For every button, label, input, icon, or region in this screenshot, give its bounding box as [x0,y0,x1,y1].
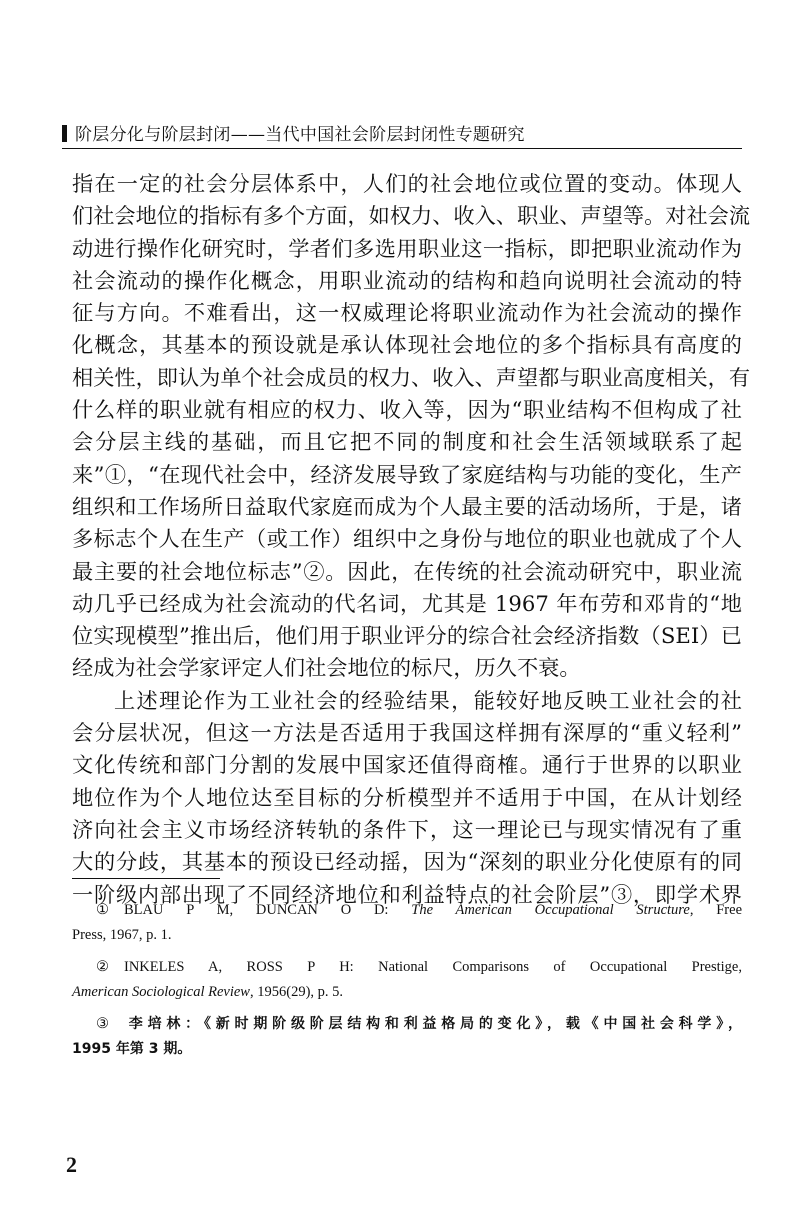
text-line: 济向社会主义市场经济转轨的条件下，这一理论已与现实情况有了重 [72,816,742,842]
text-line: 大的分歧，其基本的预设已经动摇，因为“深刻的职业分化使原有的同 [72,849,742,875]
text-line: 动几乎已经成为社会流动的代名词，尤其是 1967 年布劳和邓肯的“地 [72,590,742,616]
text-line: 位实现模型”推出后，他们用于职业评分的综合社会经济指数（SEI）已 [72,623,742,649]
book-title: 阶层分化与阶层封闭——当代中国社会阶层封闭性专题研究 [75,125,525,145]
text-line: 相关性，即认为单个社会成员的权力、收入、声望都与职业高度相关，有 [72,364,751,390]
footnote-separator [72,878,220,879]
body-text [72,168,751,911]
footnote-citation: , 1956(29), p. 5. [249,984,344,1000]
text-line-paragraph-end: 经成为社会学家评定人们社会地位的标尺，历久不衰。 [72,655,581,681]
footnotes [72,898,742,1069]
footnote-title: The American Occupational Structure [411,902,690,918]
text-line: 会分层主线的基础，而且它把不同的制度和社会生活领域联系了起 [72,429,742,455]
footnote-number: ① [96,902,109,918]
footnote-author-title: INKELES A, ROSS P H: National Comparisons of Occupational Prestige, [124,959,742,975]
page-number: 2 [66,1152,77,1177]
footnote-author: BLAU P M, DUNCAN O D: [124,902,412,918]
text-line: 会分层状况，但这一方法是否适用于我国这样拥有深厚的“重义轻利” [72,720,742,746]
text-line: 指在一定的社会分层体系中，人们的社会地位或位置的变动。体现人 [72,171,742,196]
text-line: 征与方向。不难看出，这一权威理论将职业流动作为社会流动的操作 [72,300,742,326]
footnote-continuation: Press, 1967, p. 1. [72,927,172,943]
text-line: 什么样的职业就有相应的权力、收入等，因为“职业结构不但构成了社 [72,397,742,423]
footnote-journal: American Sociological Review [72,984,250,1000]
running-header [62,116,742,149]
footnote-source: 李培林：《新时期阶级阶层结构和利益格局的变化》，载《中国社会科学》， [124,1016,742,1032]
text-line: 地位作为个人地位达至目标的分析模型并不适用于中国，在从计划经 [72,784,742,810]
text-line: 化概念，其基本的预设就是承认体现社会地位的多个指标具有高度的 [72,332,742,358]
footnote-number: ② [96,959,109,975]
text-line: 动进行操作化研究时，学者们多选用职业这一指标，即把职业流动作为 [72,235,742,261]
header-marker [62,125,67,142]
text-line: 来”①，“在现代社会中，经济发展导致了家庭结构与功能的变化，生产 [72,461,742,487]
text-line: 多标志个人在生产（或工作）组织中之身份与地位的职业也就成了个人 [72,526,742,552]
text-line: 一阶级内部出现了不同经济地位和利益特点的社会阶层”③，即学术界 [72,881,742,907]
text-line-paragraph-start: 上述理论作为工业社会的经验结果，能较好地反映工业社会的社 [114,687,742,713]
text-line: 社会流动的操作化概念，用职业流动的结构和趋向说明社会流动的特 [72,267,742,293]
footnote-3 [72,1012,742,1062]
footnote-2 [72,955,742,1005]
text-line: 组织和工作场所日益取代家庭而成为个人最主要的活动场所，于是，诸 [72,493,742,519]
text-line: 文化传统和部门分割的发展中国家还值得商榷。通行于世界的以职业 [72,752,742,778]
text-line: 最主要的社会地位标志”②。因此，在传统的社会流动研究中，职业流 [72,558,742,584]
footnote-continuation: 1995 年第 3 期。 [72,1041,192,1057]
text-line: 们社会地位的指标有多个方面，如权力、收入、职业、声望等。对社会流 [72,203,751,229]
footnote-1 [72,898,742,948]
footnote-number: ③ [96,1016,109,1032]
footnote-publisher: , Free [689,902,743,918]
